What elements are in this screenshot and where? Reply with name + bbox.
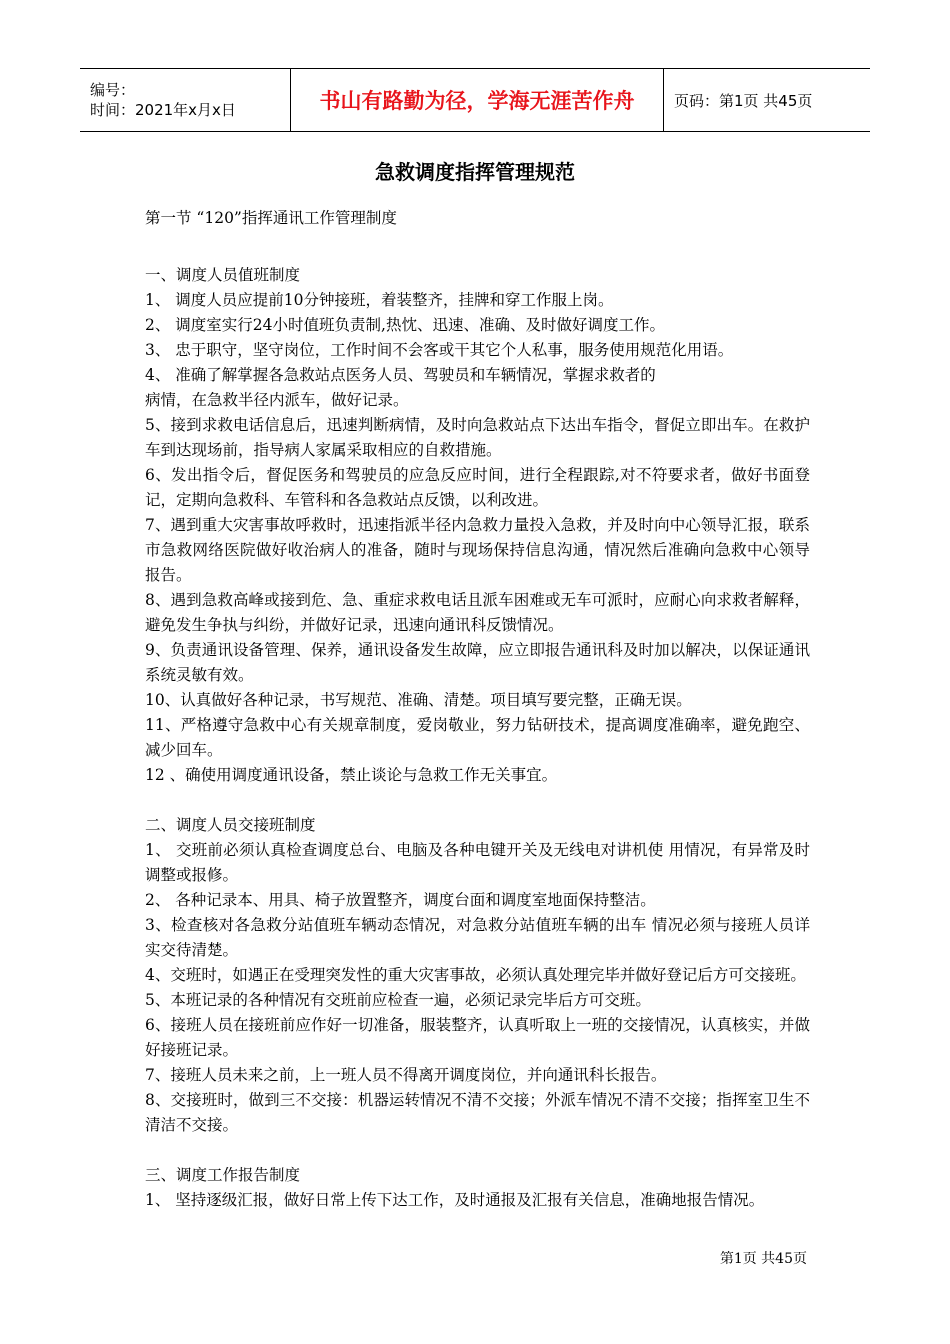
list-item: 3、检查核对各急救分站值班车辆动态情况，对急救分站值班车辆的出车 情况必须与接班人员详实交待清楚。 (145, 916, 810, 959)
list-item: 6、接班人员在接班前应作好一切准备，服装整齐，认真听取上一班的交接情况，认真核实，并做好接班记录。 (145, 1016, 810, 1059)
list-item: 1、 交班前必须认真检查调度总台、电脑及各种电键开关及无线电对讲机使 用情况，有异常及时调整或报修。 (145, 841, 810, 884)
list-item: 8、交接班时，做到三不交接：机器运转情况不清不交接；外派车情况不清不交接；指挥室卫生不清洁不交接。 (145, 1091, 810, 1134)
list-item: 4、交班时，如遇正在受理突发性的重大灾害事故，必须认真处理完毕并做好登记后方可交接班。 (145, 966, 806, 984)
header-page-label: 页码：第1页 共45页 (674, 91, 813, 110)
list-item: 7、接班人员未来之前，上一班人员不得离开调度岗位，并向通讯科长报告。 (145, 1066, 667, 1084)
list-item: 6、发出指令后，督促医务和驾驶员的应急反应时间，进行全程跟踪,对不符要求者，做好书面登记，定期向急救科、车管科和各急救站点反馈，以利改进。 (145, 466, 810, 509)
part2-heading: 二、调度人员交接班制度 (145, 816, 316, 834)
list-item: 11、严格遵守急救中心有关规章制度，爱岗敬业，努力钻研技术，提高调度准确率，避免跑空、减少回车。 (145, 716, 810, 759)
list-item: 9、负责通讯设备管理、保养，通讯设备发生故障，应立即报告通讯科及时加以解决，以保证通讯系统灵敏有效。 (145, 641, 810, 684)
list-item: 2、 各种记录本、用具、椅子放置整齐，调度台面和调度室地面保持整洁。 (145, 891, 656, 909)
document-date-label: 时间：2021年x月x日 (90, 101, 236, 119)
document-body (145, 206, 810, 1213)
list-item: 1、 调度人员应提前10分钟接班，着装整齐，挂牌和穿工作服上岗。 (145, 291, 614, 309)
list-item: 5、接到求救电话信息后，迅速判断病情，及时向急救站点下达出车指令，督促立即出车。在救护车到达现场前，指导病人家属采取相应的自救措施。 (145, 416, 810, 459)
header-motto: 书山有路勤为径，学海无涯苦作舟 (291, 69, 664, 131)
part1-heading: 一、调度人员值班制度 (145, 266, 301, 284)
list-item: 12 、确使用调度通讯设备，禁止谈论与急救工作无关事宜。 (145, 766, 558, 784)
list-item: 7、遇到重大灾害事故呼救时，迅速指派半径内急救力量投入急救，并及时向中心领导汇报，联系市急救网络医院做好收治病人的准备，随时与现场保持信息沟通，情况然后准确向急救中心领导报告。 (145, 516, 810, 584)
list-item: 病情，在急救半径内派车，做好记录。 (145, 391, 409, 409)
list-item: 2、 调度室实行24小时值班负责制,热忱、迅速、准确、及时做好调度工作。 (145, 316, 665, 334)
page-footer: 第1页 共45页 (719, 1251, 807, 1267)
list-item: 4、 准确了解掌握各急救站点医务人员、驾驶员和车辆情况，掌握求救者的 (145, 366, 656, 384)
list-item: 3、 忠于职守，坚守岗位，工作时间不会客或干其它个人私事，服务使用规范化用语。 (145, 341, 734, 359)
document-number-label: 编号： (90, 81, 136, 99)
list-item: 10、认真做好各种记录，书写规范、准确、清楚。项目填写要完整，正确无误。 (145, 691, 692, 709)
header-left-cell (80, 69, 291, 131)
list-item: 1、 坚持逐级汇报，做好日常上传下达工作，及时通报及汇报有关信息，准确地报告情况。 (145, 1191, 765, 1209)
document-title: 急救调度指挥管理规范 (375, 160, 575, 184)
page-header (80, 68, 870, 132)
part3-heading: 三、调度工作报告制度 (145, 1166, 301, 1184)
section-heading: 第一节 “120”指挥通讯工作管理制度 (145, 209, 397, 227)
list-item: 8、遇到急救高峰或接到危、急、重症求救电话且派车困难或无车可派时，应耐心向求救者解释，避免发生争执与纠纷，并做好记录，迅速向通讯科反馈情况。 (145, 591, 810, 634)
list-item: 5、本班记录的各种情况有交班前应检查一遍，必须记录完毕后方可交班。 (145, 991, 651, 1009)
